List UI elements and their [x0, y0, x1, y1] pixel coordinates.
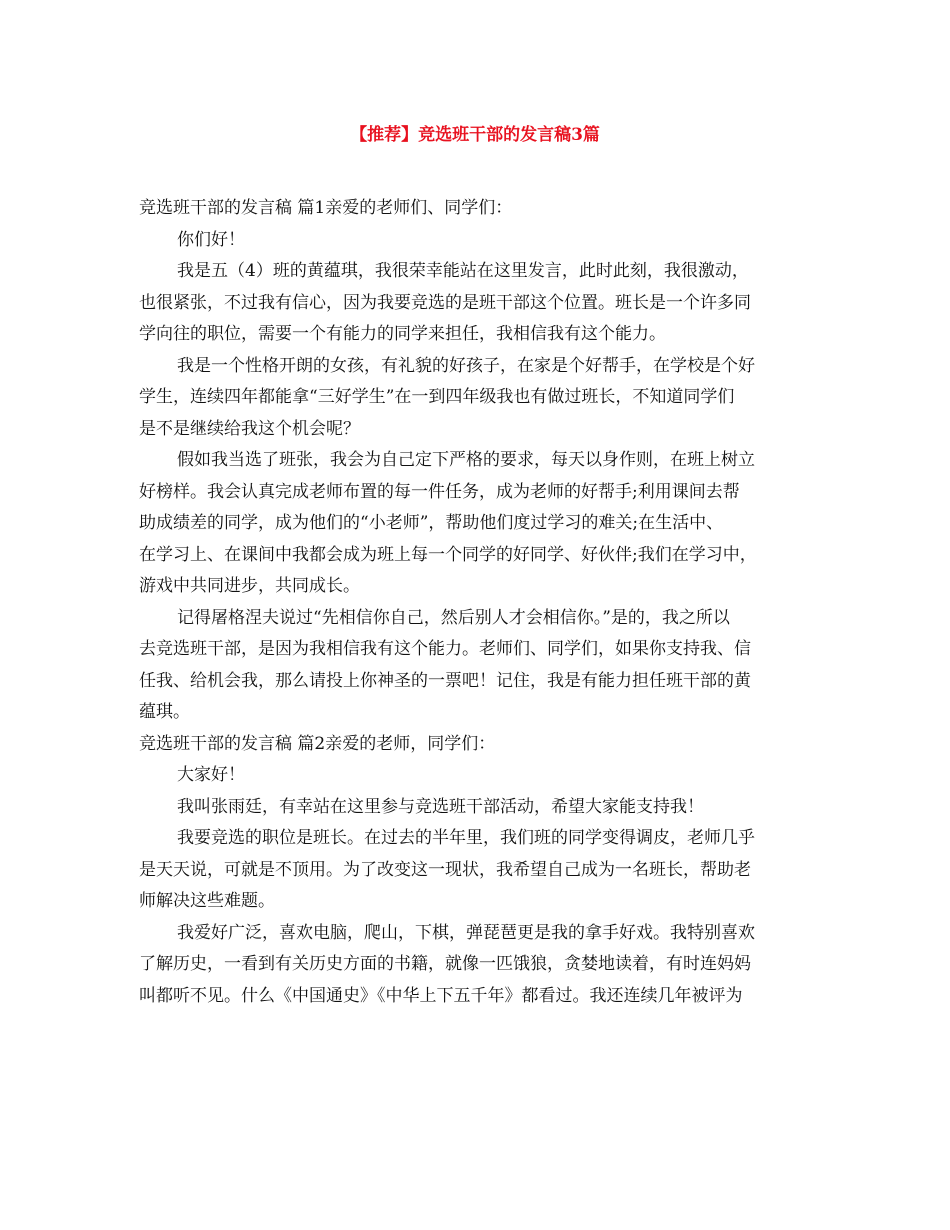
- paragraph-line: 去竞选班干部，是因为我相信我有这个能力。老师们、同学们，如果你支持我、信: [139, 639, 751, 659]
- section-heading: 竞选班干部的发言稿 篇2亲爱的老师，同学们：: [139, 733, 496, 754]
- section-heading: 竞选班干部的发言稿 篇1亲爱的老师们、同学们：: [139, 198, 513, 218]
- paragraph-line: 叫都听不见。什么《中国通史》《中华上下五千年》都看过。我还连续几年被评为: [139, 985, 743, 1006]
- paragraph-line: 记得屠格涅夫说过“先相信你自己，然后别人才会相信你。”是的，我之所以: [177, 607, 730, 628]
- paragraph-line: 蕴琪。: [139, 702, 190, 722]
- paragraph-line: 学生，连续四年都能拿“三好学生”在一到四年级我也有做过班长，不知道同学们: [139, 387, 735, 407]
- paragraph-line: 你们好！: [177, 229, 245, 250]
- paragraph-line: 我要竞选的职位是班长。在过去的半年里，我们班的同学变得调皮，老师几乎: [177, 828, 755, 848]
- paragraph-line: 是不是继续给我这个机会呢？: [139, 418, 360, 439]
- paragraph-line: 助成绩差的同学，成为他们的“小老师”，帮助他们度过学习的难关;在生活中、: [139, 513, 724, 533]
- paragraph-line: 师解决这些难题。: [139, 891, 275, 911]
- paragraph-line: 我是一个性格开朗的女孩，有礼貌的好孩子，在家是个好帮手，在学校是个好: [177, 355, 755, 376]
- document-title: 【推荐】竞选班干部的发言稿3篇: [350, 125, 600, 145]
- paragraph-line: 好榜样。我会认真完成老师布置的每一件任务，成为老师的好帮手;利用课间去帮: [139, 481, 740, 502]
- paragraph-line: 学向往的职位，需要一个有能力的同学来担任，我相信我有这个能力。: [139, 324, 666, 344]
- paragraph-line: 了解历史，一看到有关历史方面的书籍，就像一匹饿狼，贪婪地读着，有时连妈妈: [139, 954, 751, 974]
- paragraph-line: 我叫张雨廷，有幸站在这里参与竞选班干部活动，希望大家能支持我！: [177, 796, 704, 817]
- paragraph-line: 我是五（4）班的黄蕴琪，我很荣幸能站在这里发言，此时此刻，我很激动，: [177, 261, 749, 281]
- paragraph-line: 任我、给机会我，那么请投上你神圣的一票吧！记住，我是有能力担任班干部的黄: [139, 670, 751, 691]
- paragraph-line: 大家好！: [177, 765, 245, 785]
- paragraph-line: 游戏中共同进步，共同成长。: [139, 576, 360, 596]
- paragraph-line: 是天天说，可就是不顶用。为了改变这一现状，我希望自己成为一名班长，帮助老: [139, 859, 751, 880]
- document-body: [139, 193, 823, 1012]
- paragraph-line: 假如我当选了班张，我会为自己定下严格的要求，每天以身作则，在班上树立: [177, 450, 755, 470]
- paragraph-line: 我爱好广泛，喜欢电脑，爬山，下棋，弹琵琶更是我的拿手好戏。我特别喜欢: [177, 922, 755, 943]
- paragraph-line: 也很紧张，不过我有信心，因为我要竞选的是班干部这个位置。班长是一个许多同: [139, 292, 751, 313]
- paragraph-line: 在学习上、在课间中我都会成为班上每一个同学的好同学、好伙伴;我们在学习中，: [139, 544, 757, 565]
